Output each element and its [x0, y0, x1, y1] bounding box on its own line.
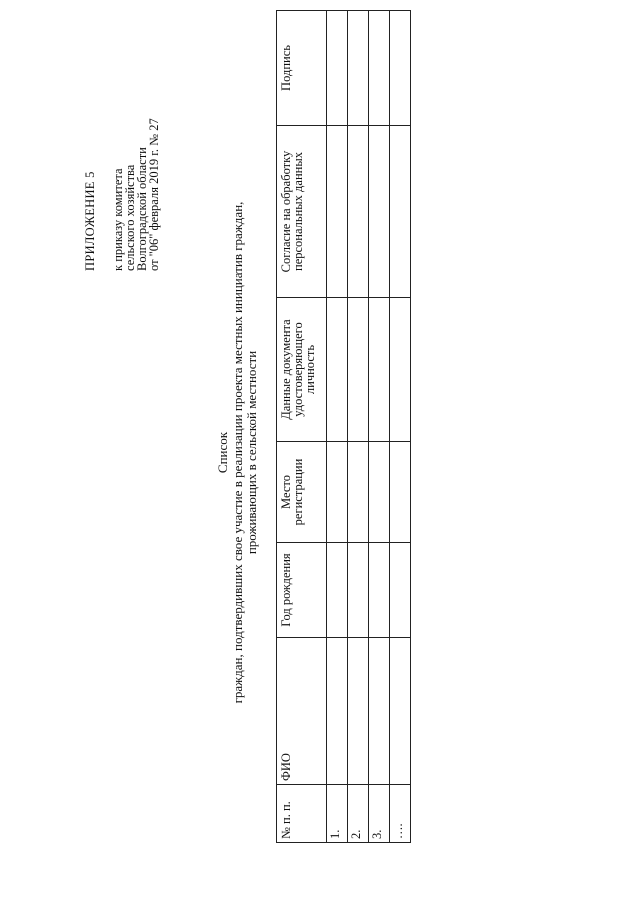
table-row [327, 11, 348, 843]
cell-data-consent [327, 126, 348, 298]
cell-birth-year [327, 543, 348, 638]
table-row [369, 11, 390, 843]
list-subtitle-line1: граждан, подтвердивших свое участие в реализации проекта местных инициатив граждан, [230, 201, 245, 704]
appendix-block [84, 31, 160, 271]
table-row [390, 11, 411, 843]
appendix-line-committee: сельского хозяйства [123, 164, 137, 271]
cell-id-document [327, 298, 348, 442]
cell-signature [348, 11, 369, 126]
cell-registration-place [327, 442, 348, 543]
cell-id-document [348, 298, 369, 442]
cell-data-consent [369, 126, 390, 298]
header-registration-place: Место регистрации [277, 442, 327, 543]
cell-registration-place [390, 442, 411, 543]
cell-full-name [369, 638, 390, 785]
cell-data-consent [348, 126, 369, 298]
header-birth-year: Год рождения [277, 543, 327, 638]
table-row [348, 11, 369, 843]
cell-signature [327, 11, 348, 126]
appendix-line-order: к приказу комитета [111, 168, 125, 271]
list-heading: Список [215, 431, 230, 474]
header-data-consent: Согласие на обработку персональных данных [277, 126, 327, 298]
cell-registration-place [369, 442, 390, 543]
cell-full-name [327, 638, 348, 785]
row-number: 1. [327, 785, 348, 843]
appendix-line-region: Волгоградской области [135, 147, 149, 271]
appendix-line-date: от "06" февраля 2019 г. № 27 [147, 118, 161, 271]
appendix-title: ПРИЛОЖЕНИЕ 5 [83, 171, 97, 271]
cell-full-name [348, 638, 369, 785]
row-number: 3. [369, 785, 390, 843]
cell-birth-year [369, 543, 390, 638]
cell-id-document [390, 298, 411, 442]
header-full-name: ФИО [277, 638, 327, 785]
header-id-document: Данные документа удостоверяющего личность [277, 298, 327, 442]
list-subtitle-line2: проживающих в сельской местности [244, 350, 259, 555]
cell-id-document [369, 298, 390, 442]
cell-data-consent [390, 126, 411, 298]
cell-birth-year [390, 543, 411, 638]
cell-full-name [390, 638, 411, 785]
cell-registration-place [348, 442, 369, 543]
header-number: № п. п. [277, 785, 327, 843]
table-header-row [277, 11, 327, 843]
cell-signature [390, 11, 411, 126]
row-number: 2. [348, 785, 369, 843]
row-number: …. [390, 785, 411, 843]
header-signature: Подпись [277, 11, 327, 126]
participants-table [276, 10, 411, 843]
cell-signature [369, 11, 390, 126]
cell-birth-year [348, 543, 369, 638]
